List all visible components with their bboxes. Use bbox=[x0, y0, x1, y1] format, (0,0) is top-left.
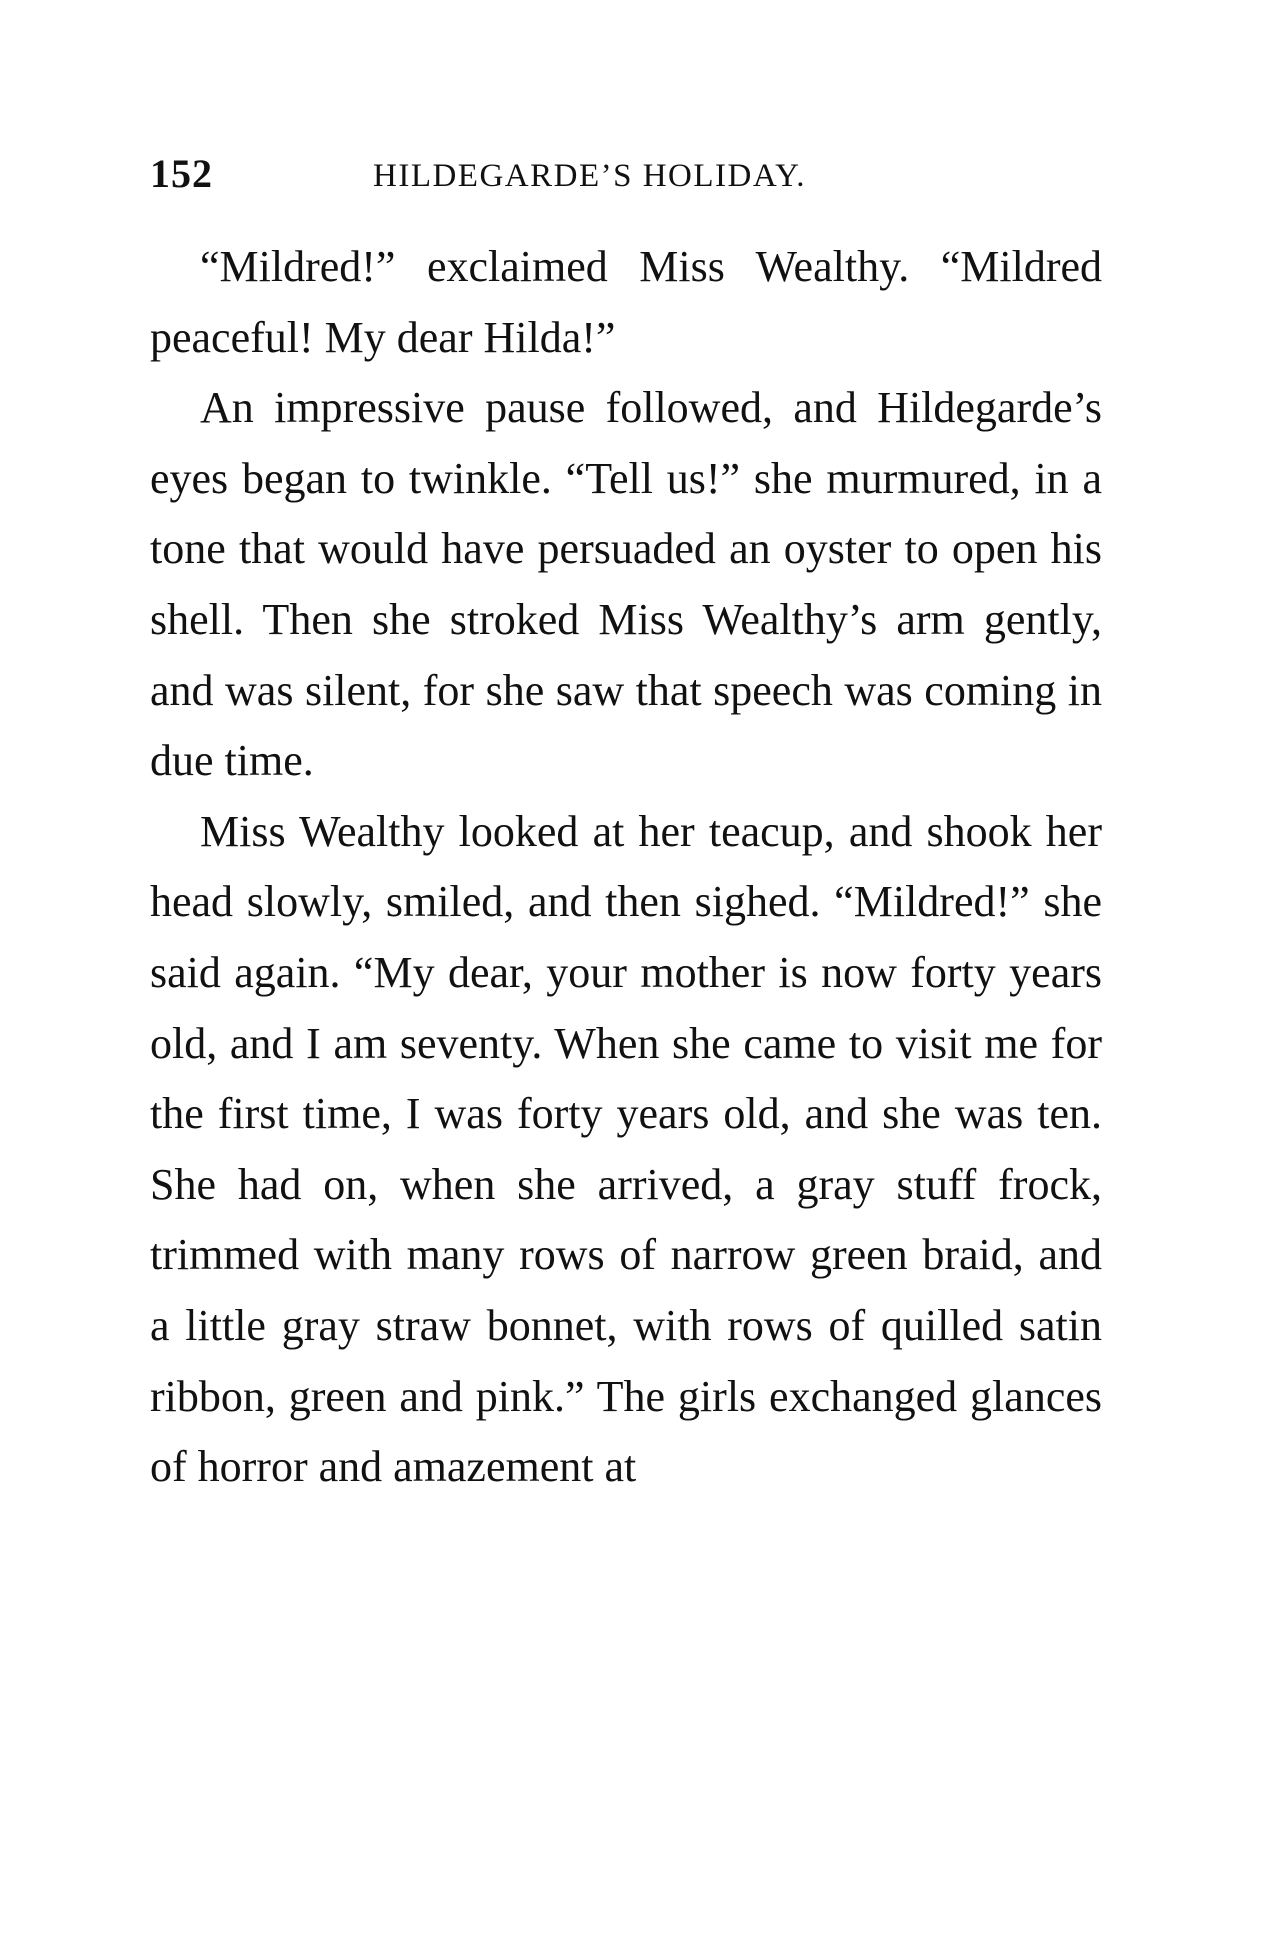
page-body bbox=[150, 232, 1102, 1503]
page-header bbox=[150, 150, 1110, 210]
paragraph: “Mildred!” exclaimed Miss Wealthy. “Mildred peaceful! My dear Hilda!” bbox=[150, 242, 1102, 362]
paragraph: An impressive pause followed, and Hildegarde’s eyes began to twinkle. “Tell us!” she murmured, in a tone that would have persuaded an oyster to open his shell. Then she stroked Miss Wealthy’s arm gently, and was silent, for she saw that speech was coming in due time. bbox=[150, 383, 1102, 786]
running-title: HILDEGARDE’S HOLIDAY. bbox=[373, 158, 806, 194]
paragraph: Miss Wealthy looked at her teacup, and shook her head slowly, smiled, and then sighed. “Mildred!” she said again. “My dear, your mother is now forty years old, and I am seventy. When she came to visit me for the first time, I was forty years old, and she was ten. She had on, when she arrived, a gray stuff frock, trimmed with many rows of narrow green braid, and a little gray straw bonnet, with rows of quilled satin ribbon, green and pink.” The girls exchanged glances of horror and amazement at bbox=[150, 806, 1102, 1492]
page-number: 152 bbox=[150, 151, 213, 196]
